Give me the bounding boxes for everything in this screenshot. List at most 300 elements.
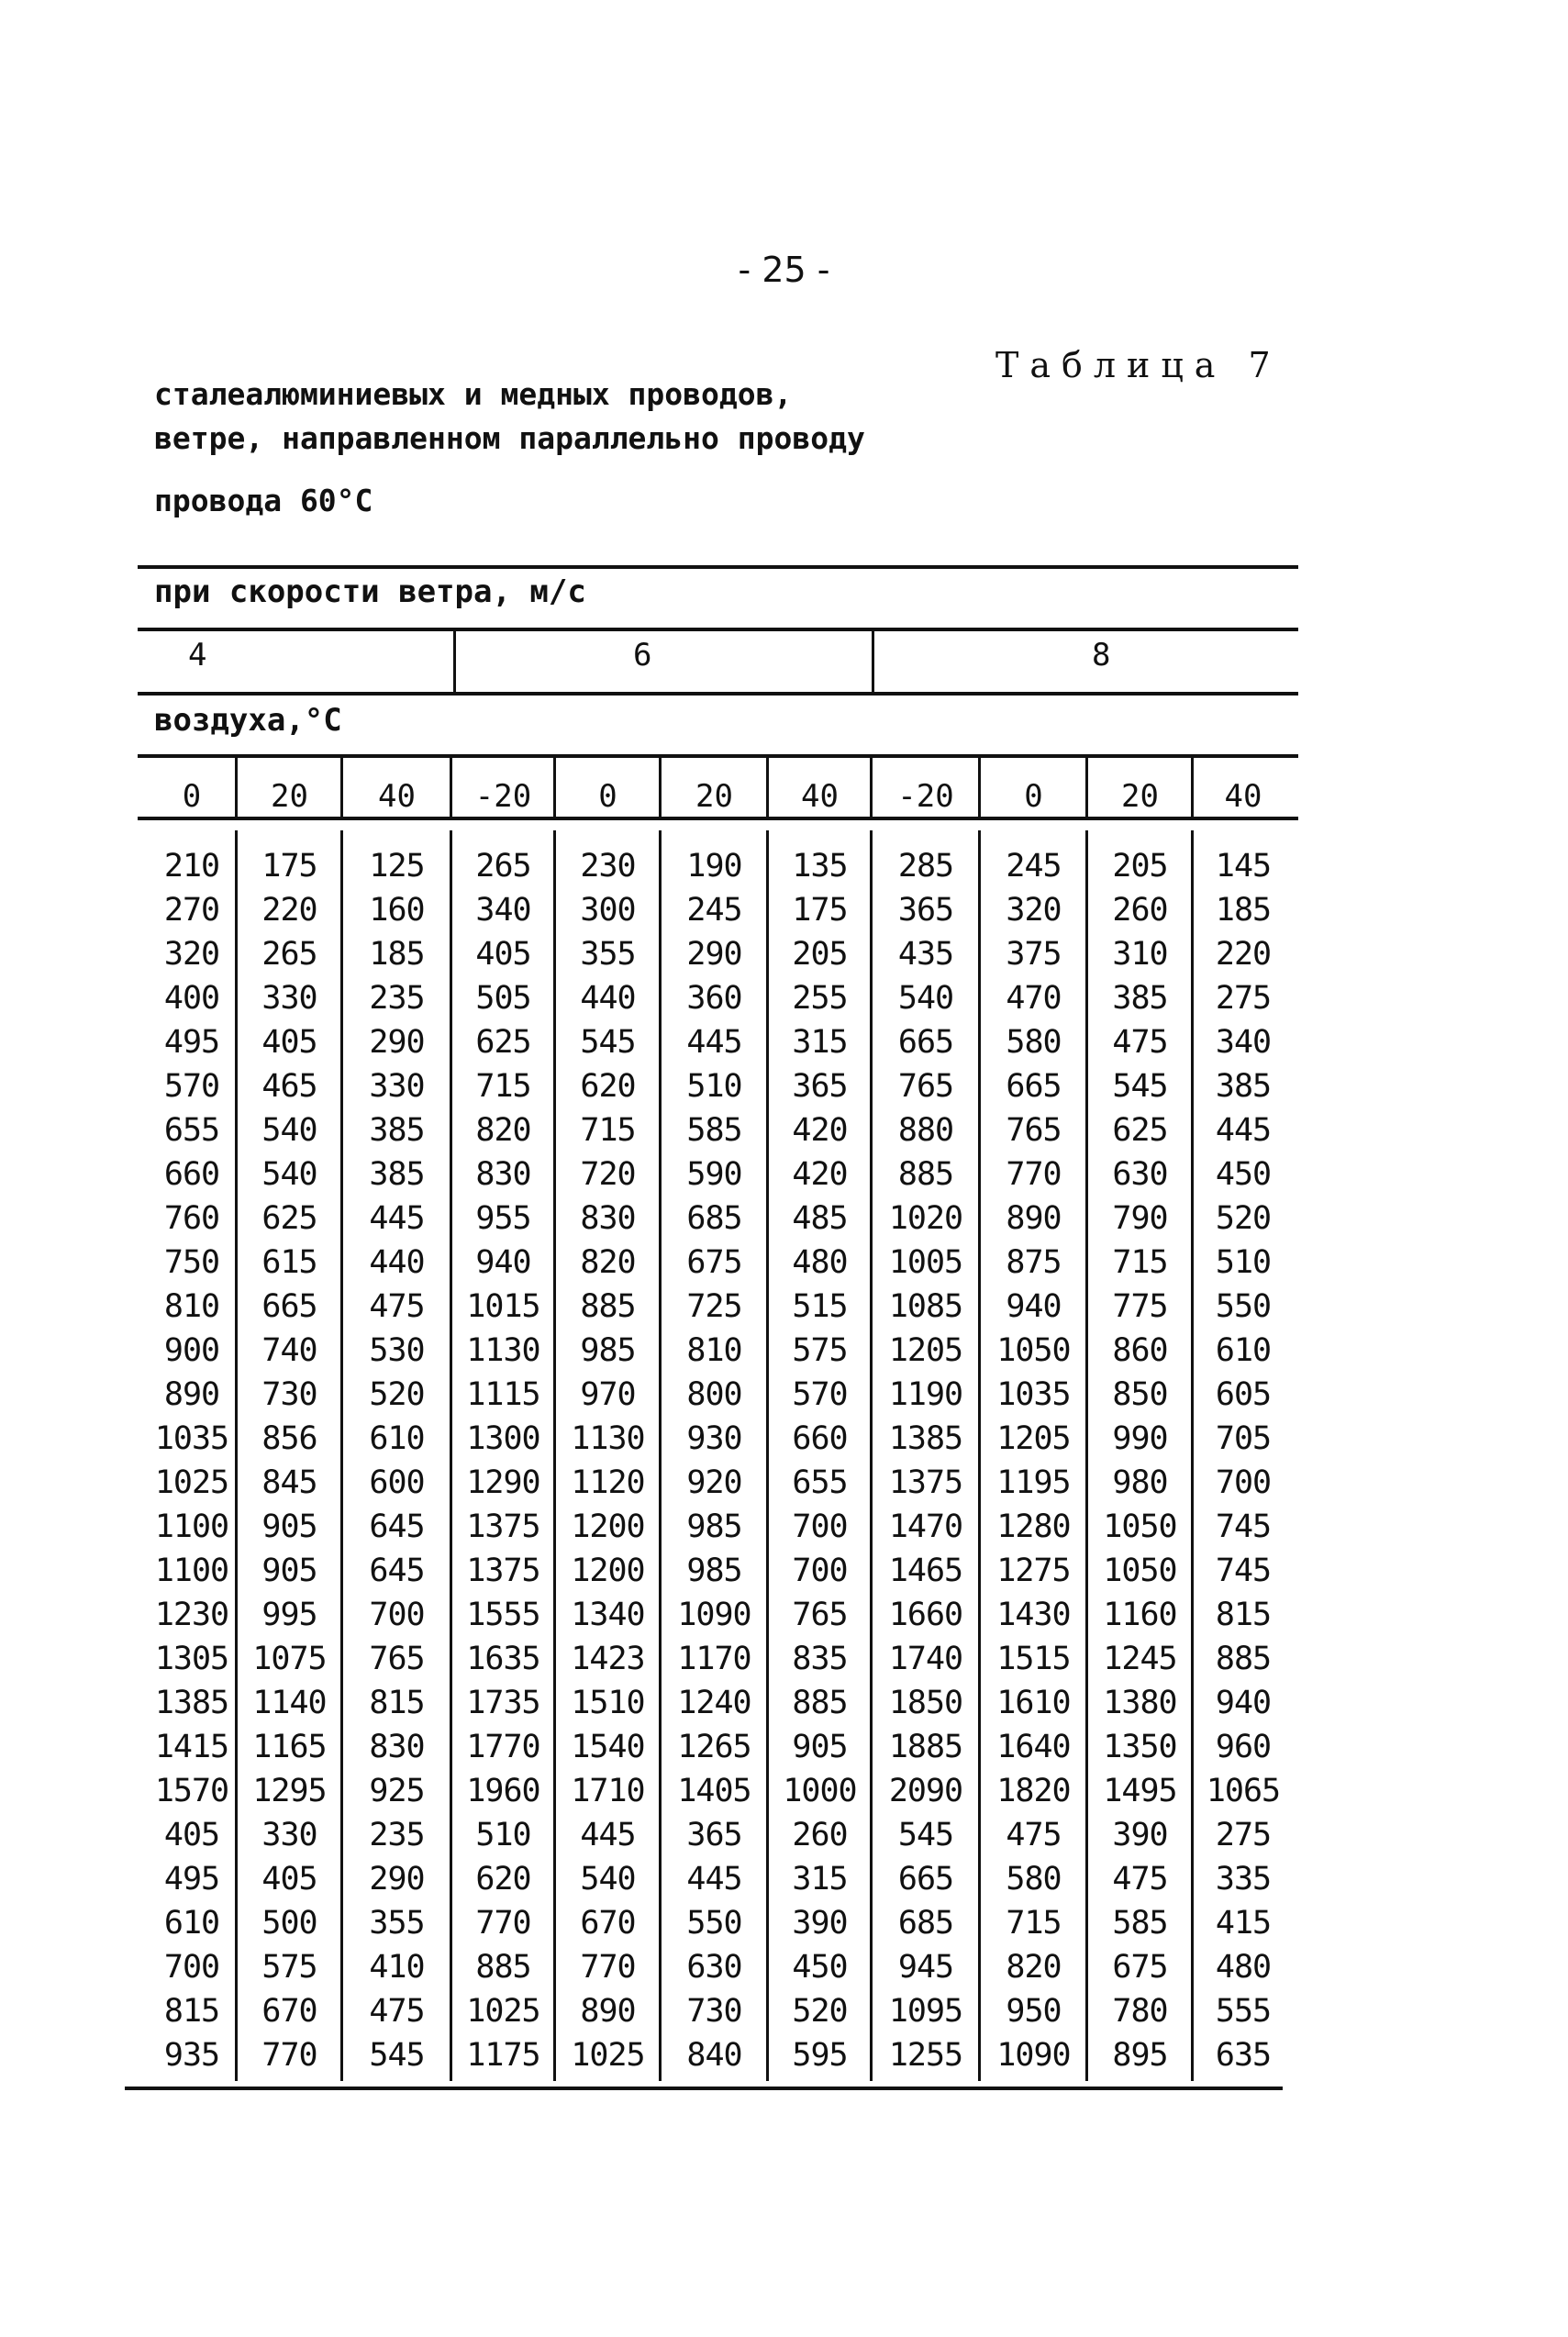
table-cell: 475 — [1112, 1861, 1168, 1897]
table-cell: 340 — [1215, 1024, 1272, 1061]
table-cell: 1350 — [1103, 1729, 1177, 1765]
table-cell: 1175 — [466, 2037, 540, 2074]
table-cell: 270 — [163, 892, 220, 929]
table-cell: 830 — [369, 1729, 425, 1765]
table-cell: 820 — [580, 1244, 636, 1281]
table-cell: 705 — [1215, 1420, 1272, 1457]
table-cell: 1200 — [571, 1552, 645, 1589]
table-cell: 1515 — [996, 1641, 1071, 1677]
table-cell: 365 — [897, 892, 954, 929]
table-cell: 185 — [1215, 892, 1272, 929]
column-separator — [235, 758, 238, 818]
table-cell: 540 — [261, 1156, 317, 1193]
table-cell: 1020 — [888, 1200, 963, 1237]
table-cell: 545 — [580, 1024, 636, 1061]
table-cell: 770 — [580, 1949, 636, 1986]
table-cell: 765 — [792, 1597, 848, 1633]
temperature-column-header: 20 — [695, 778, 733, 815]
table-cell: 920 — [686, 1464, 742, 1501]
table-cell: 420 — [792, 1156, 848, 1193]
table-cell: 580 — [1006, 1861, 1062, 1897]
table-cell: 715 — [580, 1112, 636, 1149]
table-cell: 610 — [1215, 1332, 1272, 1369]
table-top-rule — [138, 565, 1298, 569]
table-cell: 930 — [686, 1420, 742, 1457]
table-cell: 790 — [1112, 1200, 1168, 1237]
table-cell: 1640 — [996, 1729, 1071, 1765]
table-cell: 550 — [1215, 1288, 1272, 1325]
table-cell: 980 — [1112, 1464, 1168, 1501]
table-cell: 260 — [1112, 892, 1168, 929]
table-cell: 385 — [369, 1156, 425, 1193]
table-cell: 480 — [1215, 1949, 1272, 1986]
table-cell: 885 — [475, 1949, 531, 1986]
table-cell: 770 — [261, 2037, 317, 2074]
table-cell: 1050 — [996, 1332, 1071, 1369]
temperature-column-header: 0 — [598, 778, 617, 815]
table-cell: 670 — [261, 1993, 317, 2030]
table-cell: 1190 — [888, 1376, 963, 1413]
table-cell: 615 — [261, 1244, 317, 1281]
table-cell: 875 — [1006, 1244, 1062, 1281]
table-cell: 1025 — [466, 1993, 540, 2030]
table-cell: 1255 — [888, 2037, 963, 2074]
table-cell: 800 — [686, 1376, 742, 1413]
column-separator — [235, 830, 238, 2081]
table-cell: 675 — [1112, 1949, 1168, 1986]
column-separator — [659, 830, 662, 2081]
table-cell: 730 — [261, 1376, 317, 1413]
table-cell: 925 — [369, 1773, 425, 1809]
table-cell: 1160 — [1103, 1597, 1177, 1633]
table-cell: 1005 — [888, 1244, 963, 1281]
table-cell: 905 — [792, 1729, 848, 1765]
caption-line-2: ветре, направленном параллельно проводу — [154, 420, 865, 456]
air-temperature-header: воздуха,°C — [154, 702, 342, 739]
table-cell: 2090 — [888, 1773, 963, 1809]
table-cell: 465 — [261, 1068, 317, 1105]
table-cell: 1025 — [154, 1464, 229, 1501]
table-cell: 815 — [163, 1993, 220, 2030]
table-cell: 355 — [369, 1905, 425, 1942]
table-cell: 725 — [686, 1288, 742, 1325]
table-cell: 765 — [1006, 1112, 1062, 1149]
table-cell: 1130 — [466, 1332, 540, 1369]
table-cell: 320 — [1006, 892, 1062, 929]
table-cell: 660 — [792, 1420, 848, 1457]
table-cell: 550 — [686, 1905, 742, 1942]
table-cell: 290 — [369, 1861, 425, 1897]
table-cell: 520 — [792, 1993, 848, 2030]
table-cell: 355 — [580, 936, 636, 973]
table-cell: 900 — [163, 1332, 220, 1369]
table-cell: 585 — [1112, 1905, 1168, 1942]
table-cell: 245 — [686, 892, 742, 929]
table-cell: 520 — [1215, 1200, 1272, 1237]
table-cell: 665 — [897, 1861, 954, 1897]
table-cell: 730 — [686, 1993, 742, 2030]
table-cell: 665 — [897, 1024, 954, 1061]
table-cell: 985 — [686, 1508, 742, 1545]
table-cell: 230 — [580, 848, 636, 885]
table-cell: 660 — [163, 1156, 220, 1193]
table-cell: 1405 — [677, 1773, 751, 1809]
table-cell: 1200 — [571, 1508, 645, 1545]
table-cell: 880 — [897, 1112, 954, 1149]
table-cell: 670 — [580, 1905, 636, 1942]
table-cell: 190 — [686, 848, 742, 885]
column-header-rule — [138, 817, 1298, 820]
table-cell: 475 — [369, 1993, 425, 2030]
table-cell: 385 — [1215, 1068, 1272, 1105]
table-cell: 715 — [1112, 1244, 1168, 1281]
table-cell: 940 — [1215, 1685, 1272, 1721]
table-cell: 995 — [261, 1597, 317, 1633]
table-cell: 365 — [792, 1068, 848, 1105]
speed-group-8: 8 — [1092, 637, 1111, 673]
table-cell: 1085 — [888, 1288, 963, 1325]
table-cell: 315 — [792, 1861, 848, 1897]
table-cell: 210 — [163, 848, 220, 885]
table-cell: 450 — [1215, 1156, 1272, 1193]
column-separator — [978, 830, 981, 2081]
column-separator — [340, 758, 343, 818]
table-cell: 1090 — [996, 2037, 1071, 2074]
table-cell: 1120 — [571, 1464, 645, 1501]
table-cell: 815 — [1215, 1597, 1272, 1633]
table-cell: 545 — [897, 1817, 954, 1853]
table-cell: 440 — [580, 980, 636, 1017]
table-cell: 845 — [261, 1464, 317, 1501]
group-divider-2 — [872, 631, 874, 694]
table-cell: 475 — [369, 1288, 425, 1325]
table-cell: 540 — [261, 1112, 317, 1149]
table-cell: 1050 — [1103, 1508, 1177, 1545]
table-cell: 405 — [261, 1861, 317, 1897]
table-cell: 590 — [686, 1156, 742, 1193]
table-cell: 470 — [1006, 980, 1062, 1017]
table-cell: 330 — [261, 1817, 317, 1853]
table-cell: 890 — [163, 1376, 220, 1413]
temperature-column-header: -20 — [474, 778, 532, 815]
table-cell: 1000 — [783, 1773, 857, 1809]
table-cell: 385 — [369, 1112, 425, 1149]
column-separator — [553, 830, 556, 2081]
table-cell: 645 — [369, 1552, 425, 1589]
table-cell: 585 — [686, 1112, 742, 1149]
table-cell: 1380 — [1103, 1685, 1177, 1721]
table-cell: 1300 — [466, 1420, 540, 1457]
table-cell: 185 — [369, 936, 425, 973]
table-cell: 1710 — [571, 1773, 645, 1809]
table-cell: 605 — [1215, 1376, 1272, 1413]
table-cell: 985 — [686, 1552, 742, 1589]
table-cell: 255 — [792, 980, 848, 1017]
table-cell: 235 — [369, 980, 425, 1017]
group-header-rule — [138, 692, 1298, 696]
table-cell: 1885 — [888, 1729, 963, 1765]
table-cell: 330 — [369, 1068, 425, 1105]
table-cell: 440 — [369, 1244, 425, 1281]
table-cell: 700 — [369, 1597, 425, 1633]
table-cell: 810 — [163, 1288, 220, 1325]
table-cell: 675 — [686, 1244, 742, 1281]
table-cell: 275 — [1215, 1817, 1272, 1853]
table-cell: 480 — [792, 1244, 848, 1281]
column-separator — [1191, 758, 1194, 818]
table-cell: 620 — [475, 1861, 531, 1897]
table-cell: 1140 — [252, 1685, 327, 1721]
table-cell: 895 — [1112, 2037, 1168, 2074]
table-cell: 830 — [475, 1156, 531, 1193]
table-cell: 700 — [1215, 1464, 1272, 1501]
table-cell: 1015 — [466, 1288, 540, 1325]
table-cell: 485 — [792, 1200, 848, 1237]
table-cell: 1510 — [571, 1685, 645, 1721]
table-cell: 420 — [792, 1112, 848, 1149]
table-cell: 1770 — [466, 1729, 540, 1765]
table-cell: 1635 — [466, 1641, 540, 1677]
table-cell: 935 — [163, 2037, 220, 2074]
table-cell: 1850 — [888, 1685, 963, 1721]
table-cell: 335 — [1215, 1861, 1272, 1897]
column-separator — [766, 830, 769, 2081]
table-cell: 1385 — [154, 1685, 229, 1721]
table-cell: 315 — [792, 1024, 848, 1061]
caption-line-1: сталеалюминиевых и медных проводов, — [154, 376, 793, 412]
table-cell: 945 — [897, 1949, 954, 1986]
table-cell: 1035 — [996, 1376, 1071, 1413]
table-cell: 540 — [580, 1861, 636, 1897]
table-cell: 610 — [369, 1420, 425, 1457]
speed-group-6: 6 — [633, 637, 652, 673]
table-cell: 570 — [163, 1068, 220, 1105]
table-cell: 780 — [1112, 1993, 1168, 2030]
table-cell: 1280 — [996, 1508, 1071, 1545]
column-separator — [659, 758, 662, 818]
table-cell: 205 — [792, 936, 848, 973]
table-cell: 970 — [580, 1376, 636, 1413]
table-cell: 1375 — [466, 1508, 540, 1545]
table-cell: 1430 — [996, 1597, 1071, 1633]
table-cell: 885 — [1215, 1641, 1272, 1677]
table-cell: 1340 — [571, 1597, 645, 1633]
table-cell: 145 — [1215, 848, 1272, 885]
table-cell: 1165 — [252, 1729, 327, 1765]
table-cell: 1090 — [677, 1597, 751, 1633]
table-cell: 1035 — [154, 1420, 229, 1457]
table-cell: 1245 — [1103, 1641, 1177, 1677]
table-cell: 475 — [1112, 1024, 1168, 1061]
table-cell: 445 — [1215, 1112, 1272, 1149]
table-cell: 740 — [261, 1332, 317, 1369]
table-cell: 990 — [1112, 1420, 1168, 1457]
table-cell: 720 — [580, 1156, 636, 1193]
table-cell: 290 — [686, 936, 742, 973]
table-cell: 1075 — [252, 1641, 327, 1677]
table-cell: 160 — [369, 892, 425, 929]
table-cell: 685 — [686, 1200, 742, 1237]
table-cell: 835 — [792, 1641, 848, 1677]
table-cell: 905 — [261, 1552, 317, 1589]
table-cell: 1050 — [1103, 1552, 1177, 1589]
table-cell: 1295 — [252, 1773, 327, 1809]
table-cell: 1240 — [677, 1685, 751, 1721]
column-separator — [1085, 830, 1088, 2081]
table-cell: 700 — [792, 1508, 848, 1545]
column-separator — [553, 758, 556, 818]
table-cell: 890 — [580, 1993, 636, 2030]
air-header-rule — [138, 754, 1298, 758]
table-cell: 205 — [1112, 848, 1168, 885]
column-separator — [450, 758, 452, 818]
caption-line-3: провода 60°C — [154, 483, 373, 518]
table-cell: 1610 — [996, 1685, 1071, 1721]
table-cell: 630 — [686, 1949, 742, 1986]
table-cell: 575 — [792, 1332, 848, 1369]
table-cell: 500 — [261, 1905, 317, 1942]
table-cell: 645 — [369, 1508, 425, 1545]
table-cell: 885 — [792, 1685, 848, 1721]
table-cell: 1495 — [1103, 1773, 1177, 1809]
table-cell: 1130 — [571, 1420, 645, 1457]
table-cell: 770 — [1006, 1156, 1062, 1193]
table-cell: 1375 — [466, 1552, 540, 1589]
table-cell: 175 — [261, 848, 317, 885]
table-cell: 940 — [1006, 1288, 1062, 1325]
temperature-column-header: 20 — [271, 778, 308, 815]
table-cell: 1115 — [466, 1376, 540, 1413]
table-cell: 1100 — [154, 1508, 229, 1545]
speed-header: при скорости ветра, м/с — [154, 573, 586, 610]
group-divider-1 — [453, 631, 456, 694]
table-cell: 685 — [897, 1905, 954, 1942]
table-cell: 610 — [163, 1905, 220, 1942]
table-cell: 745 — [1215, 1552, 1272, 1589]
table-cell: 1540 — [571, 1729, 645, 1765]
temperature-column-header: 40 — [378, 778, 416, 815]
page-number: - 25 - — [738, 250, 830, 290]
table-cell: 1423 — [571, 1641, 645, 1677]
table-cell: 580 — [1006, 1024, 1062, 1061]
table-cell: 245 — [1006, 848, 1062, 885]
table-cell: 815 — [369, 1685, 425, 1721]
table-cell: 1170 — [677, 1641, 751, 1677]
table-cell: 715 — [1006, 1905, 1062, 1942]
speed-group-4: 4 — [188, 637, 207, 673]
table-cell: 285 — [897, 848, 954, 885]
table-cell: 510 — [686, 1068, 742, 1105]
table-cell: 435 — [897, 936, 954, 973]
table-cell: 475 — [1006, 1817, 1062, 1853]
table-cell: 765 — [369, 1641, 425, 1677]
table-cell: 1735 — [466, 1685, 540, 1721]
table-cell: 445 — [686, 1861, 742, 1897]
table-cell: 775 — [1112, 1288, 1168, 1325]
table-cell: 220 — [261, 892, 317, 929]
column-separator — [450, 830, 452, 2081]
table-cell: 1740 — [888, 1641, 963, 1677]
table-cell: 715 — [475, 1068, 531, 1105]
table-cell: 320 — [163, 936, 220, 973]
column-separator — [978, 758, 981, 818]
table-cell: 175 — [792, 892, 848, 929]
table-cell: 495 — [163, 1024, 220, 1061]
table-cell: 1065 — [1206, 1773, 1281, 1809]
table-cell: 1230 — [154, 1597, 229, 1633]
column-separator — [1085, 758, 1088, 818]
table-cell: 625 — [475, 1024, 531, 1061]
table-cell: 955 — [475, 1200, 531, 1237]
table-cell: 885 — [580, 1288, 636, 1325]
table-cell: 856 — [261, 1420, 317, 1457]
table-cell: 275 — [1215, 980, 1272, 1017]
table-cell: 235 — [369, 1817, 425, 1853]
table-cell: 985 — [580, 1332, 636, 1369]
table-cell: 405 — [475, 936, 531, 973]
table-cell: 655 — [792, 1464, 848, 1501]
table-cell: 625 — [1112, 1112, 1168, 1149]
table-bottom-rule — [125, 2087, 1283, 2090]
table-cell: 860 — [1112, 1332, 1168, 1369]
table-cell: 510 — [1215, 1244, 1272, 1281]
table-cell: 745 — [1215, 1508, 1272, 1545]
table-cell: 1100 — [154, 1552, 229, 1589]
table-cell: 515 — [792, 1288, 848, 1325]
table-cell: 890 — [1006, 1200, 1062, 1237]
table-cell: 545 — [369, 2037, 425, 2074]
table-cell: 375 — [1006, 936, 1062, 973]
table-cell: 1205 — [996, 1420, 1071, 1457]
table-cell: 830 — [580, 1200, 636, 1237]
table-cell: 445 — [369, 1200, 425, 1237]
temperature-column-header: 20 — [1121, 778, 1159, 815]
table-cell: 265 — [475, 848, 531, 885]
table-cell: 125 — [369, 848, 425, 885]
table-cell: 340 — [475, 892, 531, 929]
column-separator — [870, 758, 873, 818]
table-cell: 1385 — [888, 1420, 963, 1457]
table-cell: 405 — [261, 1024, 317, 1061]
table-cell: 405 — [163, 1817, 220, 1853]
table-cell: 750 — [163, 1244, 220, 1281]
temperature-column-header: 40 — [801, 778, 839, 815]
temperature-column-header: 40 — [1224, 778, 1262, 815]
table-cell: 220 — [1215, 936, 1272, 973]
table-cell: 700 — [163, 1949, 220, 1986]
table-cell: 385 — [1112, 980, 1168, 1017]
table-cell: 1820 — [996, 1773, 1071, 1809]
table-cell: 760 — [163, 1200, 220, 1237]
table-cell: 1025 — [571, 2037, 645, 2074]
table-cell: 700 — [792, 1552, 848, 1589]
table-cell: 575 — [261, 1949, 317, 1986]
temperature-column-header: -20 — [897, 778, 954, 815]
table-cell: 905 — [261, 1508, 317, 1545]
table-cell: 765 — [897, 1068, 954, 1105]
table-cell: 1195 — [996, 1464, 1071, 1501]
table-cell: 310 — [1112, 936, 1168, 973]
table-cell: 390 — [1112, 1817, 1168, 1853]
table-cell: 820 — [475, 1112, 531, 1149]
table-cell: 1290 — [466, 1464, 540, 1501]
table-cell: 820 — [1006, 1949, 1062, 1986]
table-cell: 810 — [686, 1332, 742, 1369]
table-cell: 445 — [686, 1024, 742, 1061]
table-cell: 410 — [369, 1949, 425, 1986]
table-cell: 545 — [1112, 1068, 1168, 1105]
table-cell: 555 — [1215, 1993, 1272, 2030]
